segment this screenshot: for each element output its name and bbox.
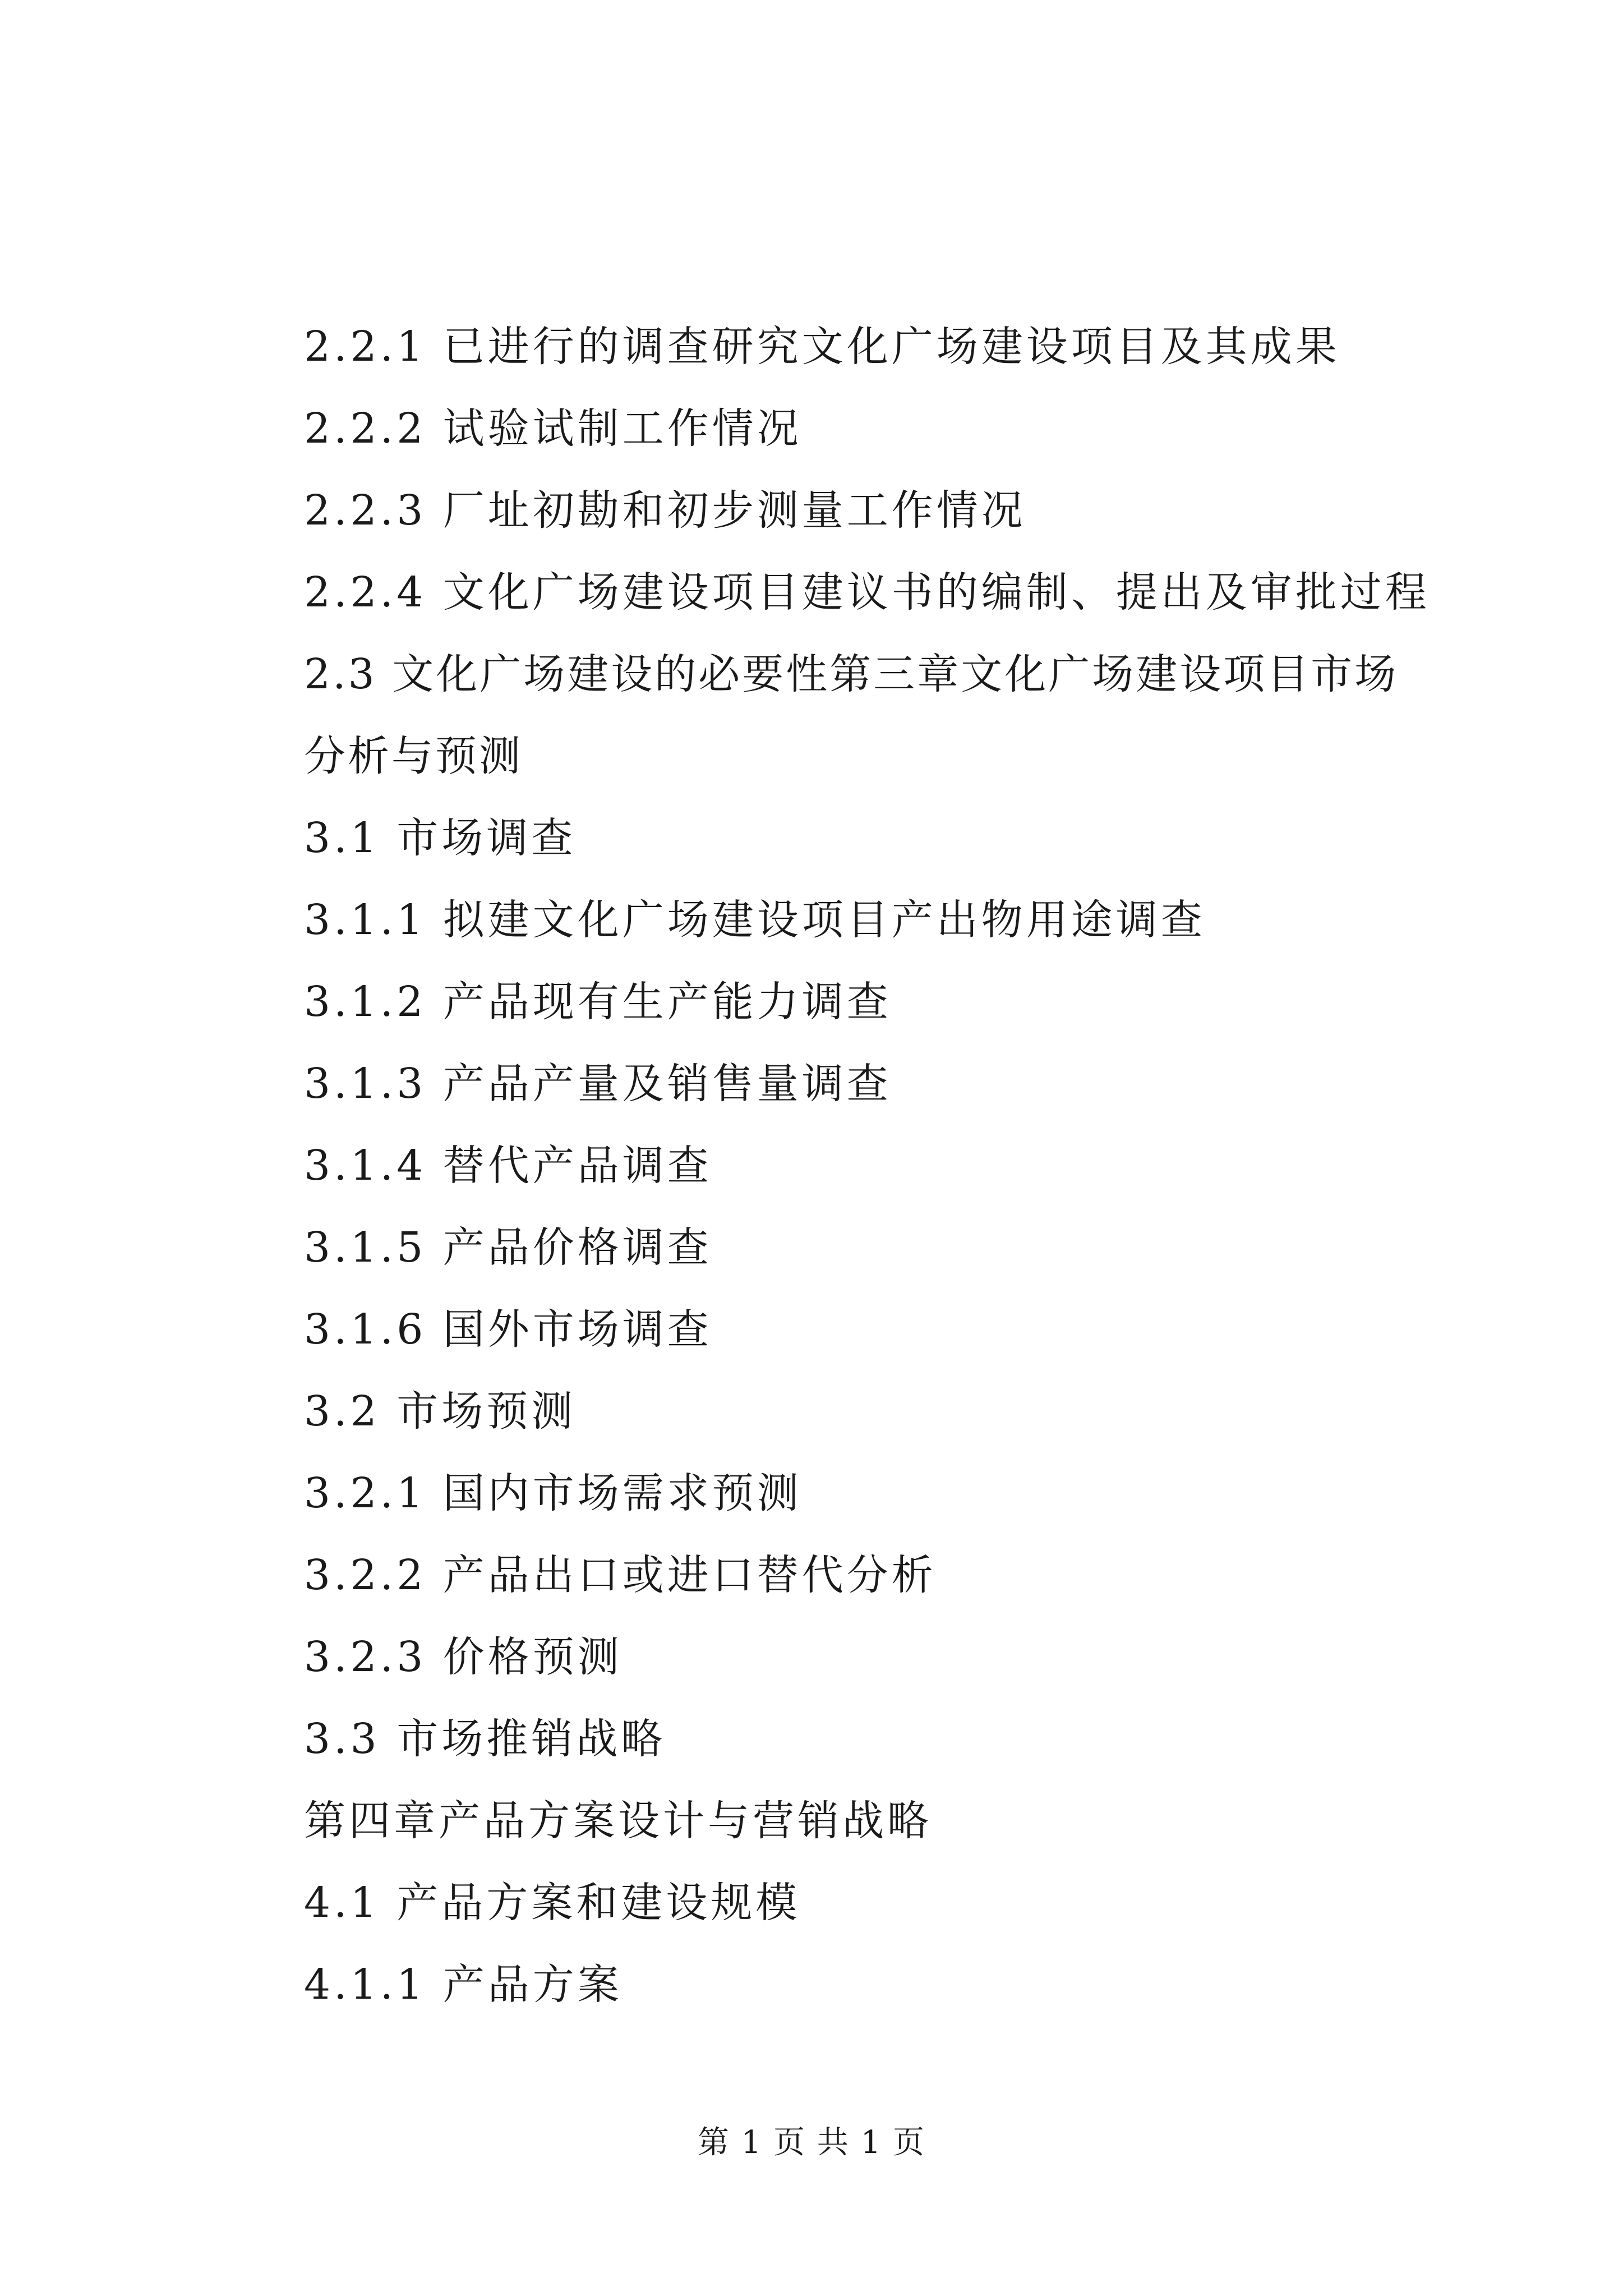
text-line: 3.3 市场推销战略 [304, 1715, 666, 1763]
page-footer: 第 1 页 共 1 页 [697, 2124, 926, 2161]
text-line: 3.1.6 国外市场调查 [304, 1305, 712, 1354]
document-body [219, 306, 1430, 2026]
text-line: 2.2.1 已进行的调查研究文化广场建设项目及其成果 [304, 323, 1340, 371]
text-paragraph-wrapped: 2.3 文化广场建设的必要性第三章文化广场建设项目市场分析与预测 [304, 650, 1399, 780]
text-line: 2.2.3 厂址初勘和初步测量工作情况 [304, 486, 1026, 535]
text-line: 3.2.2 产品出口或进口替代分析 [304, 1551, 937, 1599]
text-line: 3.1.1 拟建文化广场建设项目产出物用途调查 [304, 896, 1206, 944]
chapter-heading: 第四章产品方案设计与营销战略 [304, 1797, 932, 1845]
text-line: 3.1.2 产品现有生产能力调查 [304, 978, 892, 1026]
text-line: 4.1 产品方案和建设规模 [304, 1879, 801, 1927]
text-line: 4.1.1 产品方案 [304, 1961, 623, 2009]
text-line: 3.1.4 替代产品调查 [304, 1142, 712, 1190]
text-line: 3.1.5 产品价格调查 [304, 1223, 712, 1272]
text-line: 2.2.4 文化广场建设项目建议书的编制、提出及审批过程 [304, 568, 1430, 616]
text-line: 3.1 市场调查 [304, 814, 577, 862]
text-line: 3.2.3 价格预测 [304, 1633, 623, 1681]
text-line: 2.2.2 试验试制工作情况 [304, 404, 802, 453]
text-line: 3.1.3 产品产量及销售量调查 [304, 1060, 892, 1108]
text-line: 3.2.1 国内市场需求预测 [304, 1469, 802, 1517]
text-line: 3.2 市场预测 [304, 1387, 577, 1435]
